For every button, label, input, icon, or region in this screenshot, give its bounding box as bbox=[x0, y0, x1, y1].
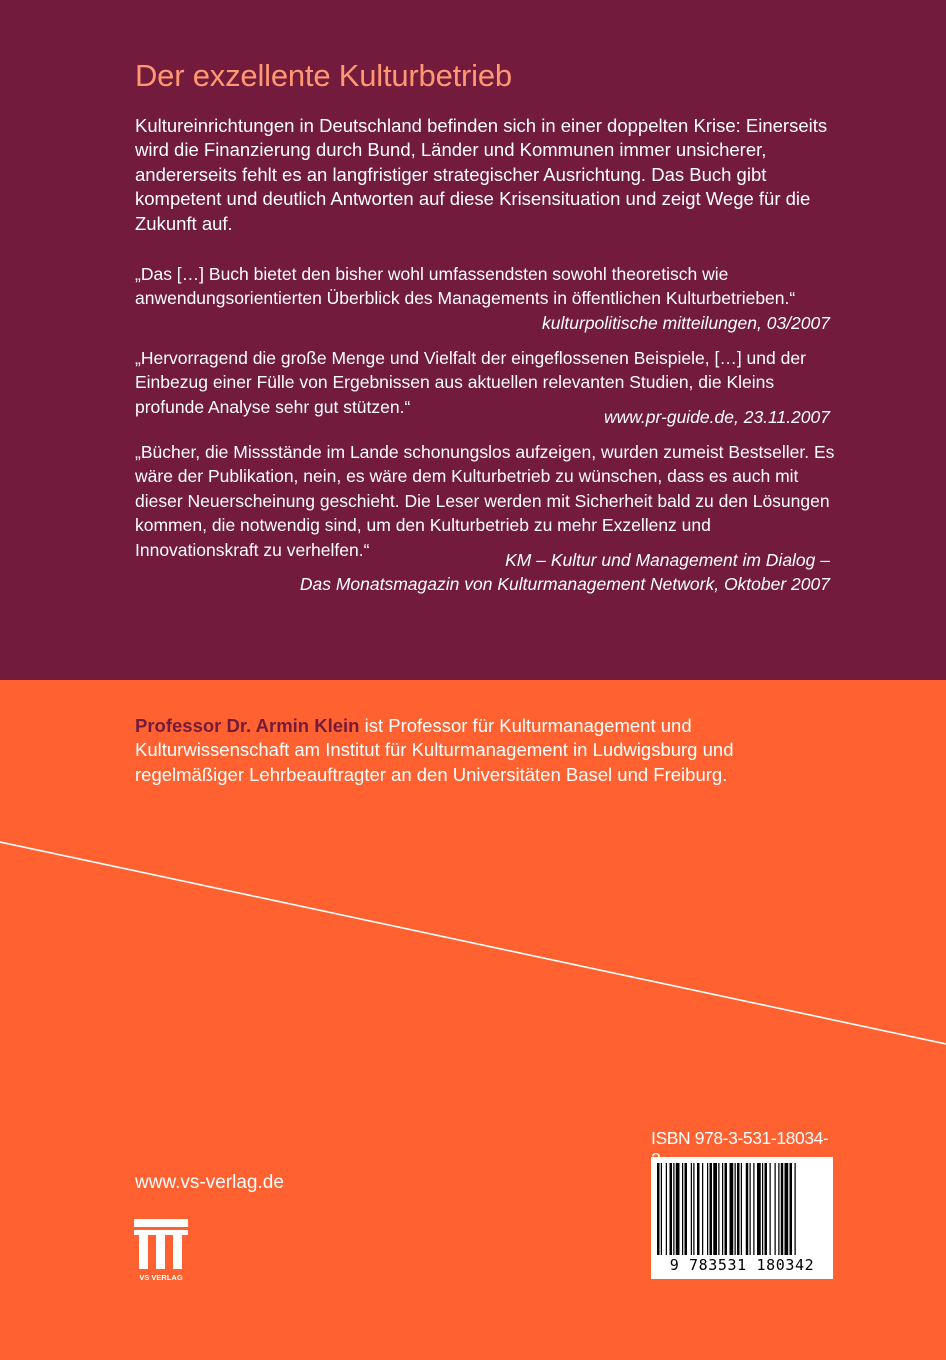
barcode-bar bbox=[685, 1163, 688, 1255]
barcode-bar bbox=[676, 1163, 680, 1255]
author-name: Professor Dr. Armin Klein bbox=[135, 715, 360, 736]
barcode-bar bbox=[762, 1163, 763, 1255]
quote-3-text: „Bücher, die Missstände im Lande schonungslos aufzeigen, wurden zumeist Bestseller. Es wäre der Publikation, nein, es wäre dem Kulturbetrieb zu wünschen, dass es auch mit dieser Neuerscheinung geschieht. Die Leser werden mit Sicherheit bald zu den Lösungen kommen, die notwendig sind, um den Kulturbetrieb zu mehr Exzellenz und Innovationskraft zu verhelfen.“ bbox=[135, 442, 835, 560]
barcode-bar bbox=[693, 1163, 694, 1255]
barcode-bar bbox=[757, 1163, 761, 1255]
barcode-bars bbox=[651, 1157, 833, 1257]
barcode-bar bbox=[657, 1163, 660, 1255]
quote-1-text: „Das […] Buch bietet den bisher wohl umfassendsten sowohl theoretisch wie anwendungsorientierten Überblick des Managements in öffentlichen Kulturbetrieben.“ bbox=[135, 264, 796, 309]
barcode-bar bbox=[682, 1163, 683, 1255]
barcode-bar bbox=[765, 1163, 768, 1255]
barcode-bar bbox=[750, 1163, 751, 1255]
barcode-bar bbox=[746, 1163, 749, 1255]
barcode-bar bbox=[790, 1163, 793, 1255]
barcode-bar bbox=[795, 1163, 796, 1255]
barcode-bar bbox=[707, 1163, 708, 1255]
barcode-bar bbox=[785, 1163, 789, 1255]
barcode-bar bbox=[735, 1163, 736, 1255]
barcode-bar bbox=[666, 1163, 667, 1255]
barcode-bar bbox=[737, 1163, 740, 1255]
quote-1-source: kulturpolitische mitteilungen, 03/2007 bbox=[542, 313, 830, 333]
author-bio-text: ist Professor für Kulturmanagement und Kulturwissenschaft am Institut für Kulturmanagement in Ludwigsburg und regelmäßiger Lehrbeauftragter an den Universitäten Basel und Freiburg. bbox=[135, 715, 734, 785]
quote-3-source-line1: KM – Kultur und Management im Dialog – bbox=[505, 550, 830, 570]
barcode-bar bbox=[691, 1163, 692, 1255]
isbn: ISBN 978-3-531-18034- bbox=[651, 1128, 829, 1148]
barcode-bar bbox=[770, 1163, 771, 1255]
quote-2-text: „Hervorragend die große Menge und Vielfalt der eingeflossenen Beispiele, […] und der Einbezug einer Fülle von Ergebnissen aus aktuellen relevanten Studien, die Kleins profunde Analyse sehr gut stützen.“ bbox=[135, 348, 806, 417]
barcode-bar bbox=[753, 1163, 754, 1255]
publisher-website[interactable]: www.vs-verlag.de bbox=[135, 1172, 284, 1193]
barcode-bar bbox=[741, 1163, 742, 1255]
barcode-bar bbox=[661, 1163, 662, 1255]
quote-3-source-line2: Das Monatsmagazin von Kulturmanagement Network, Oktober 2007 bbox=[299, 574, 830, 594]
barcode-bar bbox=[673, 1163, 674, 1255]
barcode-bar bbox=[725, 1163, 728, 1255]
barcode-bar bbox=[722, 1163, 723, 1255]
logo-text: VS VERLAG bbox=[139, 1273, 183, 1282]
barcode-bar bbox=[713, 1163, 717, 1255]
vs-verlag-logo bbox=[134, 1219, 188, 1283]
author-bio bbox=[135, 714, 835, 787]
barcode-bar bbox=[718, 1163, 719, 1255]
barcode-bar bbox=[710, 1163, 713, 1255]
barcode bbox=[651, 1157, 833, 1279]
barcode-bar bbox=[781, 1163, 784, 1255]
book-title: Der exzellente Kulturbetrieb bbox=[135, 58, 512, 93]
barcode-number: 9 783531 180342 bbox=[669, 1256, 815, 1274]
quote-2-source: www.pr-guide.de, 23.11.2007 bbox=[603, 407, 830, 427]
barcode-bar bbox=[670, 1163, 673, 1255]
barcode-bar bbox=[730, 1163, 734, 1255]
barcode-bar bbox=[778, 1163, 779, 1255]
barcode-bar bbox=[697, 1163, 700, 1255]
barcode-bar bbox=[775, 1163, 776, 1255]
intro-paragraph: Kultureinrichtungen in Deutschland befinden sich in einer doppelten Krise: Einerseits wird die Finanzierung durch Bund, Länder und Kommunen immer unsicherer, andererseits fehlt es an langfristiger strategischer Ausrichtung. Das Buch gibt kompetent und deutlich Antworten auf diese Krisensituation und zeigt Wege für die Zukunft auf. bbox=[135, 115, 828, 234]
barcode-bar bbox=[702, 1163, 703, 1255]
